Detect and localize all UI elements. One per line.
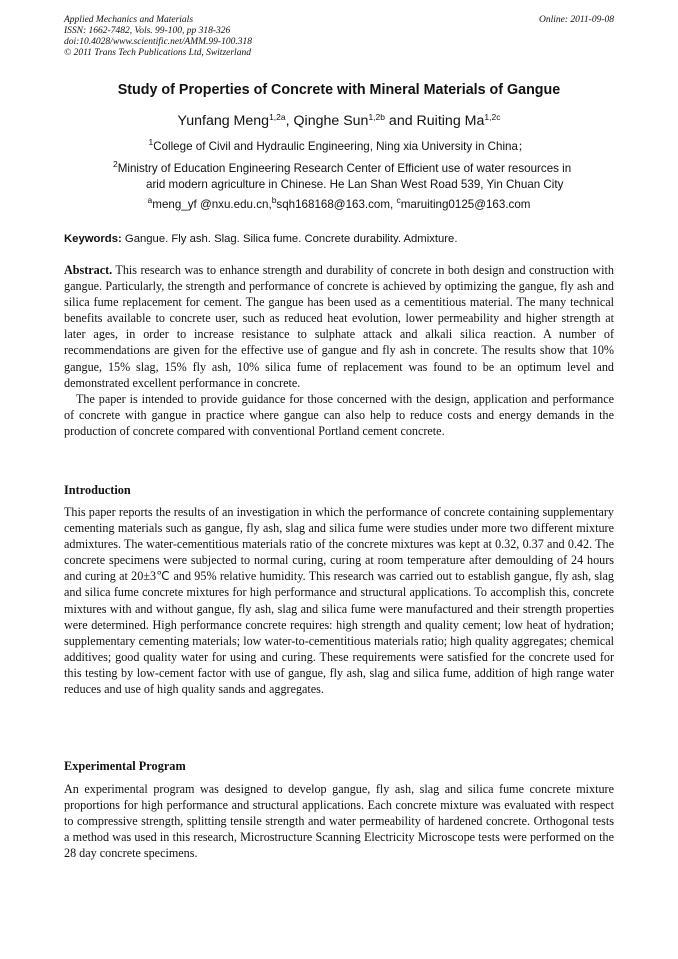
affiliation-superscript: 2	[113, 159, 118, 169]
journal-name: Applied Mechanics and Materials	[64, 15, 194, 25]
email-b: sqh168168@163.com,	[276, 198, 397, 211]
author-list	[0, 113, 678, 129]
keywords-line	[64, 233, 457, 245]
affiliation-text-line2: arid modern agriculture in Chinese. He Lan Shan West Road 539, Yin Chuan City	[146, 178, 564, 191]
email-superscript: b	[271, 195, 277, 205]
keywords-text: Gangue. Fly ash. Slag. Silica fume. Concrete durability. Admixture.	[121, 233, 458, 245]
affiliation-text-line1: Ministry of Education Engineering Research Center of Efficient use of water resources in	[117, 162, 572, 175]
keywords-label: Keywords:	[64, 233, 122, 245]
copyright-line: © 2011 Trans Tech Publications Ltd, Switzerland	[64, 48, 251, 58]
experimental-paragraph: An experimental program was designed to develop gangue, fly ash, slag and silica fume concrete mixture proportions for high performance and structural applications. Each concrete mixture was evaluated with respect to compressive strength, splitting tensile strength and water permeability of hardened concrete. Orthogonal tests a method was used in this research, Microstructure Scanning Electricity Microscope tests were performed on the 28 day concrete specimens.	[64, 782, 614, 861]
doi-line: doi:10.4028/www.scientific.net/AMM.99-100.318	[64, 37, 252, 47]
author-name: Ruiting Ma	[416, 113, 485, 129]
issn-line: ISSN: 1662-7482, Vols. 99-100, pp 318-326	[64, 26, 231, 36]
publication-header	[64, 15, 252, 59]
abstract-paragraph-2: The paper is intended to provide guidance for those concerned with the design, application and performance of concrete with gangue in practice where gangue can also help to reduce costs and energy demands in the production of concrete compared with conventional Portland cement concrete.	[64, 391, 614, 438]
paper-title: Study of Properties of Concrete with Mineral Materials of Gangue	[117, 82, 561, 98]
affiliation-text: College of Civil and Hydraulic Engineering, Ning xia University in China；	[153, 140, 530, 153]
affiliation-superscript: 1	[148, 137, 154, 147]
abstract-section	[64, 262, 614, 439]
email-a: meng_yf @nxu.edu.cn,	[152, 198, 272, 211]
section-heading-introduction: Introduction	[64, 483, 131, 497]
author-separator: and	[384, 113, 417, 129]
author-name: Yunfang Meng	[177, 113, 270, 129]
author-superscript: 1,2a	[269, 112, 286, 122]
abstract-label: Abstract.	[64, 263, 113, 277]
author-superscript: 1,2c	[484, 112, 501, 122]
section-heading-experimental: Experimental Program	[64, 759, 186, 773]
affiliation-2	[113, 161, 633, 193]
email-superscript: c	[396, 195, 401, 205]
affiliation-1	[0, 139, 678, 155]
email-superscript: a	[147, 195, 153, 205]
online-date: Online: 2011-09-08	[538, 15, 614, 25]
abstract-paragraph	[64, 262, 614, 391]
introduction-paragraph: This paper reports the results of an investigation in which the performance of concrete containing supplementary cementing materials such as gangue, fly ash, slag and silica fume were studies under more two different mixture admixtures. The water-cementitious materials ratio of the concrete mixtures was kept at 0.32, 0.37 and 0.42. The concrete specimens were subjected to normal curing, curing at room temperature after demoulding of 24 hours and curing at 20±3℃ and 95% relative humidity. This research was carried out to establish gangue, fly ash, slag and silica fume concrete mixtures for high performance and structural applications. To accomplish this, concrete mixtures with and without gangue, fly ash, slag and silica fume were manufactured and their strength properties were determined. High performance concrete requires: high strength and quality cement; low heat of hydration; supplementary cementing materials; low water-to-cementitious materials ratio; high quality aggregates; chemical additives; good quality water for using and curing. These requirements were satisfied for the concrete used for this testing by low-cement factor with use of gangue, fly ash, slag and silica fume, addition of high range water reduces and use of high quality sands and aggregates.	[64, 505, 614, 697]
author-name: Qinghe Sun	[293, 113, 369, 129]
email-c: maruiting0125@163.com	[400, 198, 531, 211]
author-separator: ,	[285, 113, 294, 129]
author-superscript: 1,2b	[368, 112, 385, 122]
author-emails	[0, 197, 678, 213]
abstract-text: This research was to enhance strength and durability of concrete in both design and construction with gangue. Particularly, the strength and performance of concrete is achieved by optimizing the gangue, fly ash and silica fume replacement for cement. The gangue has been used as a cementitious material. The many technical benefits available to concrete user, such as reduced heat evolution, lower permeability and higher strength at later ages, in order to increase resistance to sulphate attack and alkali silica reaction. A number of recommendations are given for the effective use of gangue and fly ash in concrete. The results show that 10% gangue, 15% slag, 15% fly ash, 10% silica fume of replacement was found to be an optimum level and demonstrated excellent performance in concrete.	[64, 263, 614, 390]
